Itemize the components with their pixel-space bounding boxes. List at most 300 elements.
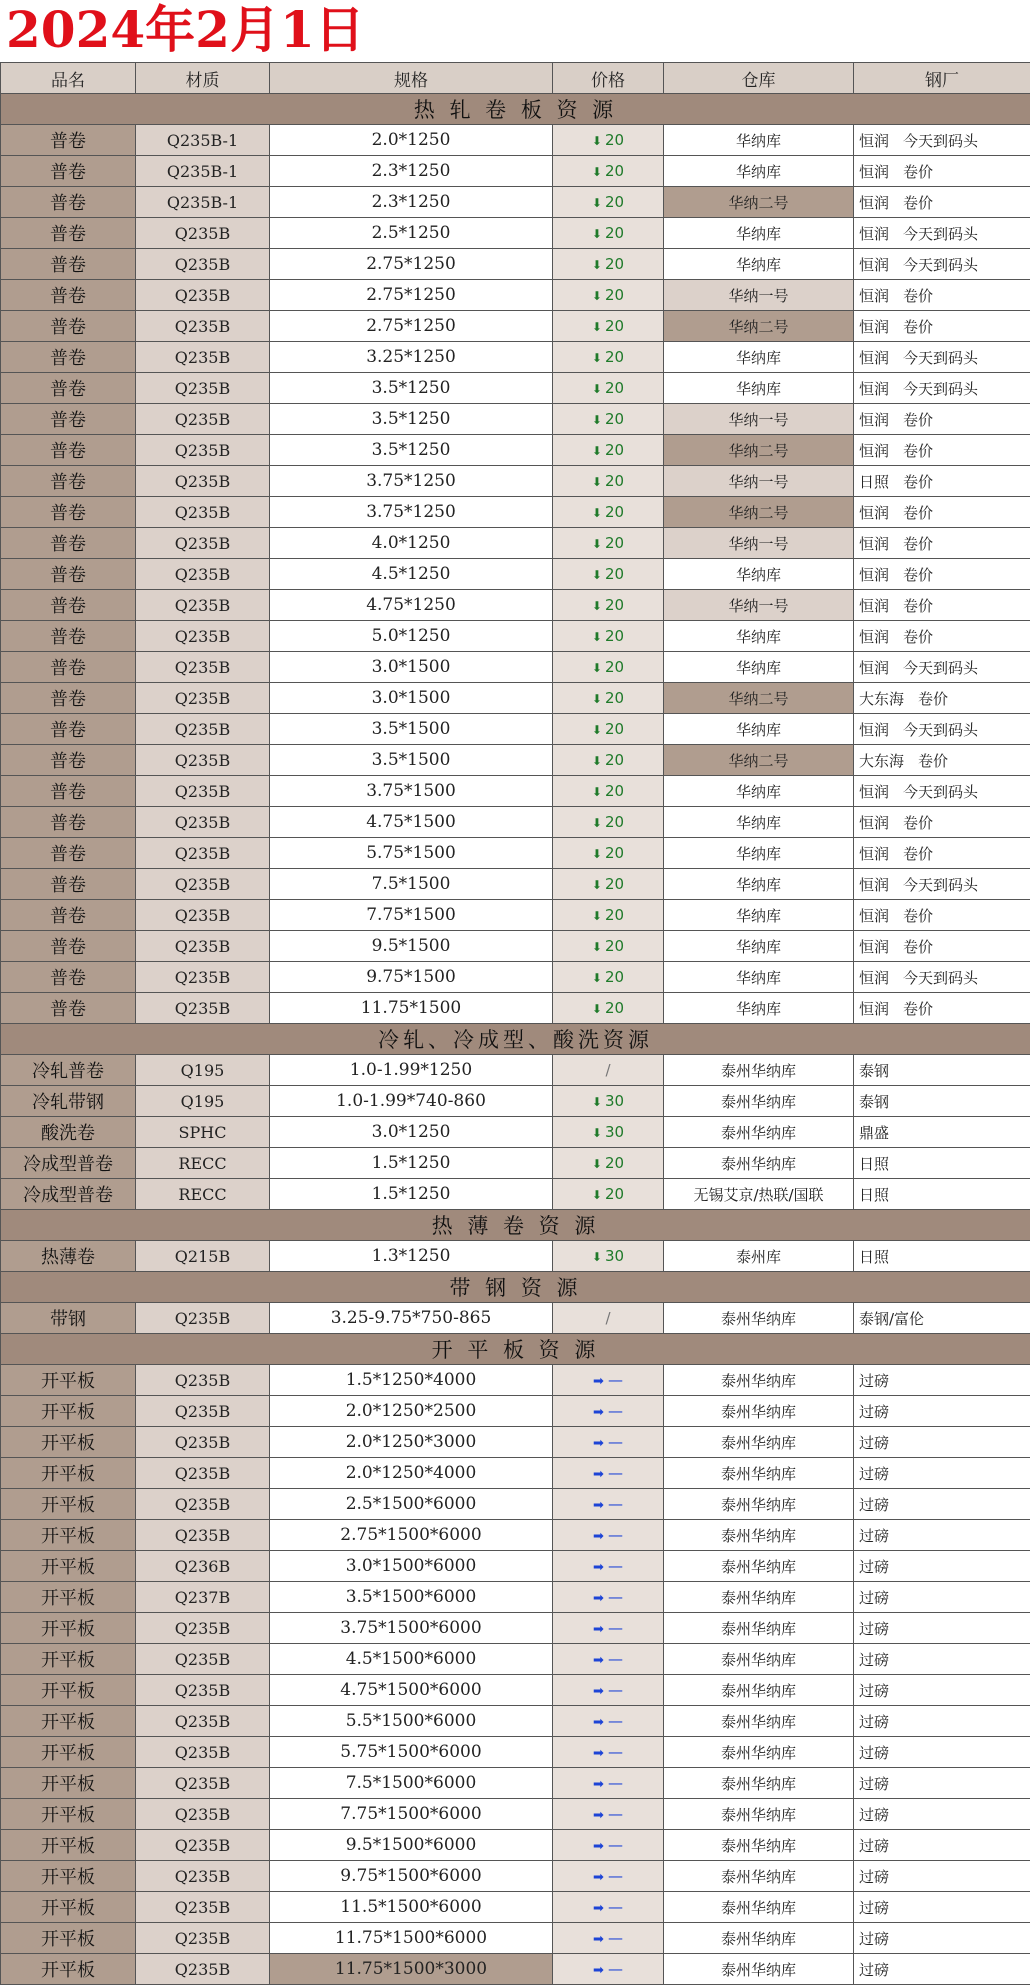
price-cell bbox=[553, 1768, 664, 1799]
mill-name: 泰钢 bbox=[859, 1061, 890, 1080]
arrow-down-icon: ⬇ bbox=[591, 940, 602, 954]
mill-note: 卷价 bbox=[903, 472, 934, 491]
spec-cell: 9.5*1500 bbox=[270, 931, 553, 962]
table-row bbox=[1, 404, 1030, 435]
header-mill: 钢厂 bbox=[854, 63, 1030, 94]
warehouse-cell: 华纳库 bbox=[664, 776, 854, 807]
price-value: 20 bbox=[604, 999, 625, 1017]
arrow-down-icon: ⬇ bbox=[591, 537, 602, 551]
product-name-cell: 开平板 bbox=[1, 1396, 136, 1427]
warehouse-cell: 华纳库 bbox=[664, 900, 854, 931]
table-row bbox=[1, 1489, 1030, 1520]
material-cell: Q235B bbox=[136, 466, 270, 497]
arrow-right-icon: ➡ bbox=[593, 1622, 604, 1637]
mill-name: 恒润 bbox=[859, 534, 890, 553]
material-cell: Q235B bbox=[136, 838, 270, 869]
product-name-cell: 开平板 bbox=[1, 1923, 136, 1954]
table-row bbox=[1, 1520, 1030, 1551]
product-name-cell: 普卷 bbox=[1, 125, 136, 156]
table-row bbox=[1, 528, 1030, 559]
spec-cell: 3.25*1250 bbox=[270, 342, 553, 373]
price-value: 20 bbox=[604, 131, 625, 149]
arrow-down-icon: ⬇ bbox=[591, 444, 602, 458]
table-row bbox=[1, 1303, 1030, 1334]
material-cell: Q235B bbox=[136, 1396, 270, 1427]
material-cell: Q235B bbox=[136, 807, 270, 838]
product-name-cell: 普卷 bbox=[1, 559, 136, 590]
spec-cell: 3.75*1500 bbox=[270, 776, 553, 807]
price-cell bbox=[553, 1365, 664, 1396]
spec-cell: 3.0*1500 bbox=[270, 683, 553, 714]
mill-note: 卷价 bbox=[903, 627, 934, 646]
mill-cell bbox=[854, 1055, 1030, 1086]
table-row bbox=[1, 1551, 1030, 1582]
price-cell bbox=[553, 156, 664, 187]
mill-name: 恒润 bbox=[859, 937, 890, 956]
material-cell: Q235B bbox=[136, 435, 270, 466]
mill-note: 卷价 bbox=[903, 813, 934, 832]
spec-cell: 1.5*1250 bbox=[270, 1179, 553, 1210]
table-row bbox=[1, 1179, 1030, 1210]
mill-cell bbox=[854, 1179, 1030, 1210]
price-value: 20 bbox=[604, 782, 625, 800]
spec-cell: 11.75*1500*3000 bbox=[270, 1954, 553, 1985]
spec-cell: 2.0*1250*4000 bbox=[270, 1458, 553, 1489]
warehouse-cell: 华纳库 bbox=[664, 249, 854, 280]
price-cell bbox=[553, 1861, 664, 1892]
table-row bbox=[1, 435, 1030, 466]
product-name-cell: 开平板 bbox=[1, 1582, 136, 1613]
warehouse-cell: 泰州华纳库 bbox=[664, 1613, 854, 1644]
table-row bbox=[1, 1458, 1030, 1489]
arrow-right-icon: ➡ bbox=[593, 1591, 604, 1606]
price-cell bbox=[553, 714, 664, 745]
arrow-down-icon: ⬇ bbox=[591, 196, 602, 210]
mill-cell bbox=[854, 1830, 1030, 1861]
material-cell: Q235B bbox=[136, 1675, 270, 1706]
spec-cell: 5.75*1500*6000 bbox=[270, 1737, 553, 1768]
table-row bbox=[1, 497, 1030, 528]
mill-name: 过磅 bbox=[859, 1805, 890, 1824]
arrow-right-icon: ➡ bbox=[593, 1839, 604, 1854]
mill-cell bbox=[854, 1644, 1030, 1675]
mill-cell bbox=[854, 621, 1030, 652]
product-name-cell: 开平板 bbox=[1, 1706, 136, 1737]
spec-cell: 2.0*1250*2500 bbox=[270, 1396, 553, 1427]
price-value: — bbox=[607, 1464, 623, 1482]
warehouse-cell: 泰州华纳库 bbox=[664, 1706, 854, 1737]
material-cell: Q195 bbox=[136, 1055, 270, 1086]
mill-note: 卷价 bbox=[903, 844, 934, 863]
price-cell bbox=[553, 435, 664, 466]
product-name-cell: 酸洗卷 bbox=[1, 1117, 136, 1148]
arrow-right-icon: ➡ bbox=[593, 1808, 604, 1823]
spec-cell: 3.75*1500*6000 bbox=[270, 1613, 553, 1644]
price-cell bbox=[553, 1427, 664, 1458]
table-row bbox=[1, 1117, 1030, 1148]
material-cell: Q235B bbox=[136, 1613, 270, 1644]
mill-note: 今天到码头 bbox=[903, 348, 979, 367]
mill-cell bbox=[854, 1675, 1030, 1706]
material-cell: RECC bbox=[136, 1179, 270, 1210]
material-cell: Q235B bbox=[136, 900, 270, 931]
table-row bbox=[1, 1923, 1030, 1954]
price-cell bbox=[553, 993, 664, 1024]
warehouse-cell: 华纳库 bbox=[664, 714, 854, 745]
product-name-cell: 开平板 bbox=[1, 1644, 136, 1675]
spec-cell: 9.75*1500 bbox=[270, 962, 553, 993]
price-value: 20 bbox=[604, 317, 625, 335]
price-cell bbox=[553, 1086, 664, 1117]
material-cell: Q235B bbox=[136, 497, 270, 528]
arrow-right-icon: ➡ bbox=[593, 1653, 604, 1668]
mill-name: 恒润 bbox=[859, 596, 890, 615]
mill-cell bbox=[854, 1148, 1030, 1179]
mill-cell bbox=[854, 993, 1030, 1024]
spec-cell: 2.75*1250 bbox=[270, 249, 553, 280]
product-name-cell: 开平板 bbox=[1, 1613, 136, 1644]
arrow-right-icon: ➡ bbox=[593, 1529, 604, 1544]
mill-cell bbox=[854, 1303, 1030, 1334]
product-name-cell: 开平板 bbox=[1, 1458, 136, 1489]
price-cell bbox=[553, 404, 664, 435]
product-name-cell: 冷轧普卷 bbox=[1, 1055, 136, 1086]
price-value: 20 bbox=[604, 224, 625, 242]
warehouse-cell: 无锡艾京/热联/国联 bbox=[664, 1179, 854, 1210]
section-header-row bbox=[1, 1334, 1030, 1365]
mill-note: 卷价 bbox=[903, 286, 934, 305]
arrow-down-icon: ⬇ bbox=[591, 1157, 602, 1171]
material-cell: Q235B bbox=[136, 1737, 270, 1768]
price-value: 20 bbox=[604, 193, 625, 211]
price-cell bbox=[553, 1055, 664, 1086]
mill-note: 卷价 bbox=[903, 162, 934, 181]
material-cell: Q235B bbox=[136, 249, 270, 280]
material-cell: Q235B bbox=[136, 683, 270, 714]
spec-cell: 3.5*1500 bbox=[270, 745, 553, 776]
table-row bbox=[1, 776, 1030, 807]
table-row bbox=[1, 1768, 1030, 1799]
product-name-cell: 普卷 bbox=[1, 404, 136, 435]
mill-name: 日照 bbox=[859, 1154, 890, 1173]
arrow-down-icon: ⬇ bbox=[591, 1188, 602, 1202]
price-value: 20 bbox=[604, 968, 625, 986]
material-cell: Q235B-1 bbox=[136, 187, 270, 218]
price-cell bbox=[553, 776, 664, 807]
warehouse-cell: 华纳库 bbox=[664, 342, 854, 373]
mill-cell bbox=[854, 1613, 1030, 1644]
header-material: 材质 bbox=[136, 63, 270, 94]
material-cell: SPHC bbox=[136, 1117, 270, 1148]
price-cell bbox=[553, 1551, 664, 1582]
section-title: 带 钢 资 源 bbox=[1, 1272, 1030, 1303]
spec-cell: 3.5*1250 bbox=[270, 373, 553, 404]
mill-name: 过磅 bbox=[859, 1526, 890, 1545]
price-cell bbox=[553, 249, 664, 280]
warehouse-cell: 泰州华纳库 bbox=[664, 1582, 854, 1613]
mill-cell bbox=[854, 1458, 1030, 1489]
mill-name: 恒润 bbox=[859, 317, 890, 336]
material-cell: Q235B bbox=[136, 1365, 270, 1396]
mill-cell bbox=[854, 559, 1030, 590]
mill-cell bbox=[854, 869, 1030, 900]
section-header-row bbox=[1, 94, 1030, 125]
mill-name: 恒润 bbox=[859, 441, 890, 460]
product-name-cell: 普卷 bbox=[1, 931, 136, 962]
table-row bbox=[1, 652, 1030, 683]
mill-cell bbox=[854, 1923, 1030, 1954]
spec-cell: 11.5*1500*6000 bbox=[270, 1892, 553, 1923]
product-name-cell: 普卷 bbox=[1, 466, 136, 497]
mill-note: 卷价 bbox=[903, 534, 934, 553]
product-name-cell: 开平板 bbox=[1, 1737, 136, 1768]
price-cell bbox=[553, 931, 664, 962]
table-row bbox=[1, 559, 1030, 590]
price-cell bbox=[553, 373, 664, 404]
spec-cell: 7.5*1500 bbox=[270, 869, 553, 900]
material-cell: Q235B bbox=[136, 1489, 270, 1520]
price-value: 20 bbox=[604, 410, 625, 428]
table-row bbox=[1, 1706, 1030, 1737]
warehouse-cell: 华纳一号 bbox=[664, 466, 854, 497]
warehouse-cell: 华纳一号 bbox=[664, 280, 854, 311]
material-cell: Q235B bbox=[136, 404, 270, 435]
mill-name: 恒润 bbox=[859, 565, 890, 584]
mill-cell bbox=[854, 1396, 1030, 1427]
arrow-right-icon: ➡ bbox=[593, 1870, 604, 1885]
price-value: 20 bbox=[604, 1154, 625, 1172]
mill-name: 过磅 bbox=[859, 1774, 890, 1793]
material-cell: Q235B bbox=[136, 993, 270, 1024]
warehouse-cell: 华纳库 bbox=[664, 652, 854, 683]
price-value: — bbox=[607, 1619, 623, 1637]
product-name-cell: 开平板 bbox=[1, 1551, 136, 1582]
table-row bbox=[1, 280, 1030, 311]
mill-cell bbox=[854, 1799, 1030, 1830]
price-cell bbox=[553, 1520, 664, 1551]
arrow-down-icon: ⬇ bbox=[591, 1002, 602, 1016]
material-cell: Q195 bbox=[136, 1086, 270, 1117]
mill-note: 卷价 bbox=[918, 689, 949, 708]
mill-note: 卷价 bbox=[903, 410, 934, 429]
price-value: — bbox=[607, 1836, 623, 1854]
warehouse-cell: 华纳库 bbox=[664, 838, 854, 869]
spec-cell: 4.5*1250 bbox=[270, 559, 553, 590]
spec-cell: 3.75*1250 bbox=[270, 497, 553, 528]
warehouse-cell: 华纳库 bbox=[664, 125, 854, 156]
mill-name: 过磅 bbox=[859, 1836, 890, 1855]
warehouse-cell: 泰州华纳库 bbox=[664, 1303, 854, 1334]
price-value: 20 bbox=[604, 813, 625, 831]
arrow-right-icon: ➡ bbox=[593, 1932, 604, 1947]
mill-cell bbox=[854, 125, 1030, 156]
price-cell bbox=[553, 1582, 664, 1613]
price-value: 20 bbox=[604, 441, 625, 459]
spec-cell: 9.5*1500*6000 bbox=[270, 1830, 553, 1861]
mill-cell bbox=[854, 249, 1030, 280]
mill-name: 过磅 bbox=[859, 1929, 890, 1948]
product-name-cell: 普卷 bbox=[1, 497, 136, 528]
product-name-cell: 冷成型普卷 bbox=[1, 1179, 136, 1210]
spec-cell: 4.5*1500*6000 bbox=[270, 1644, 553, 1675]
material-cell: Q235B bbox=[136, 559, 270, 590]
product-name-cell: 普卷 bbox=[1, 900, 136, 931]
spec-cell: 9.75*1500*6000 bbox=[270, 1861, 553, 1892]
product-name-cell: 开平板 bbox=[1, 1954, 136, 1985]
spec-cell: 5.5*1500*6000 bbox=[270, 1706, 553, 1737]
spec-cell: 11.75*1500 bbox=[270, 993, 553, 1024]
mill-cell bbox=[854, 1427, 1030, 1458]
mill-cell bbox=[854, 187, 1030, 218]
table-row bbox=[1, 1613, 1030, 1644]
mill-name: 鼎盛 bbox=[859, 1123, 890, 1142]
product-name-cell: 普卷 bbox=[1, 218, 136, 249]
table-row bbox=[1, 1644, 1030, 1675]
product-name-cell: 普卷 bbox=[1, 652, 136, 683]
spec-cell: 2.3*1250 bbox=[270, 156, 553, 187]
material-cell: Q235B-1 bbox=[136, 125, 270, 156]
warehouse-cell: 华纳库 bbox=[664, 373, 854, 404]
price-cell bbox=[553, 1613, 664, 1644]
arrow-down-icon: ⬇ bbox=[591, 847, 602, 861]
material-cell: Q235B bbox=[136, 776, 270, 807]
material-cell: Q235B bbox=[136, 1799, 270, 1830]
spec-cell: 7.75*1500 bbox=[270, 900, 553, 931]
price-cell bbox=[553, 1892, 664, 1923]
price-value: 20 bbox=[604, 658, 625, 676]
arrow-right-icon: ➡ bbox=[593, 1901, 604, 1916]
product-name-cell: 开平板 bbox=[1, 1892, 136, 1923]
warehouse-cell: 泰州华纳库 bbox=[664, 1086, 854, 1117]
price-cell bbox=[553, 280, 664, 311]
mill-name: 泰钢 bbox=[859, 1092, 890, 1111]
mill-cell bbox=[854, 218, 1030, 249]
table-row bbox=[1, 1675, 1030, 1706]
material-cell: RECC bbox=[136, 1148, 270, 1179]
mill-cell bbox=[854, 404, 1030, 435]
mill-cell bbox=[854, 838, 1030, 869]
spec-cell: 2.75*1500*6000 bbox=[270, 1520, 553, 1551]
price-cell bbox=[553, 559, 664, 590]
material-cell: Q235B bbox=[136, 1520, 270, 1551]
material-cell: Q235B-1 bbox=[136, 156, 270, 187]
mill-name: 恒润 bbox=[859, 999, 890, 1018]
mill-cell bbox=[854, 652, 1030, 683]
table-row bbox=[1, 466, 1030, 497]
mill-name: 过磅 bbox=[859, 1588, 890, 1607]
material-cell: Q235B bbox=[136, 1303, 270, 1334]
spec-cell: 1.0-1.99*740-860 bbox=[270, 1086, 553, 1117]
warehouse-cell: 华纳二号 bbox=[664, 497, 854, 528]
product-name-cell: 普卷 bbox=[1, 280, 136, 311]
mill-note: 卷价 bbox=[903, 441, 934, 460]
table-row bbox=[1, 373, 1030, 404]
arrow-down-icon: ⬇ bbox=[591, 630, 602, 644]
price-value: 20 bbox=[604, 689, 625, 707]
price-value: 30 bbox=[604, 1247, 625, 1265]
arrow-down-icon: ⬇ bbox=[591, 1126, 602, 1140]
table-row bbox=[1, 869, 1030, 900]
warehouse-cell: 泰州华纳库 bbox=[664, 1396, 854, 1427]
arrow-down-icon: ⬇ bbox=[591, 661, 602, 675]
price-cell bbox=[553, 1954, 664, 1985]
price-cell bbox=[553, 218, 664, 249]
arrow-right-icon: ➡ bbox=[593, 1684, 604, 1699]
mill-name: 恒润 bbox=[859, 658, 890, 677]
arrow-down-icon: ⬇ bbox=[591, 1095, 602, 1109]
mill-name: 恒润 bbox=[859, 255, 890, 274]
product-name-cell: 开平板 bbox=[1, 1830, 136, 1861]
mill-cell bbox=[854, 931, 1030, 962]
mill-cell bbox=[854, 1582, 1030, 1613]
price-cell bbox=[553, 1799, 664, 1830]
mill-name: 过磅 bbox=[859, 1433, 890, 1452]
arrow-right-icon: ➡ bbox=[593, 1715, 604, 1730]
product-name-cell: 普卷 bbox=[1, 621, 136, 652]
table-row bbox=[1, 187, 1030, 218]
price-value: 20 bbox=[604, 255, 625, 273]
table-row bbox=[1, 1892, 1030, 1923]
arrow-down-icon: ⬇ bbox=[591, 351, 602, 365]
mill-name: 恒润 bbox=[859, 193, 890, 212]
price-cell bbox=[553, 1737, 664, 1768]
arrow-right-icon: ➡ bbox=[593, 1405, 604, 1420]
price-cell bbox=[553, 683, 664, 714]
spec-cell: 2.0*1250 bbox=[270, 125, 553, 156]
table-row bbox=[1, 900, 1030, 931]
product-name-cell: 普卷 bbox=[1, 869, 136, 900]
product-name-cell: 普卷 bbox=[1, 590, 136, 621]
price-value: — bbox=[607, 1526, 623, 1544]
mill-note: 卷价 bbox=[903, 503, 934, 522]
material-cell: Q237B bbox=[136, 1582, 270, 1613]
product-name-cell: 普卷 bbox=[1, 156, 136, 187]
product-name-cell: 普卷 bbox=[1, 528, 136, 559]
product-name-cell: 热薄卷 bbox=[1, 1241, 136, 1272]
price-value: 30 bbox=[604, 1123, 625, 1141]
price-cell bbox=[553, 1489, 664, 1520]
mill-note: 今天到码头 bbox=[903, 658, 979, 677]
price-value: — bbox=[607, 1774, 623, 1792]
arrow-down-icon: ⬇ bbox=[591, 320, 602, 334]
mill-cell bbox=[854, 1861, 1030, 1892]
mill-name: 日照 bbox=[859, 1247, 890, 1266]
price-value: — bbox=[607, 1743, 623, 1761]
table-row bbox=[1, 342, 1030, 373]
arrow-down-icon: ⬇ bbox=[591, 227, 602, 241]
mill-cell bbox=[854, 1768, 1030, 1799]
price-cell bbox=[553, 466, 664, 497]
header-row bbox=[1, 63, 1030, 94]
price-value: — bbox=[607, 1495, 623, 1513]
table-row bbox=[1, 1954, 1030, 1985]
price-cell bbox=[553, 652, 664, 683]
price-cell bbox=[553, 590, 664, 621]
mill-note: 今天到码头 bbox=[903, 782, 979, 801]
mill-name: 恒润 bbox=[859, 627, 890, 646]
product-name-cell: 普卷 bbox=[1, 342, 136, 373]
arrow-down-icon: ⬇ bbox=[591, 165, 602, 179]
price-cell bbox=[553, 1458, 664, 1489]
product-name-cell: 普卷 bbox=[1, 993, 136, 1024]
warehouse-cell: 泰州华纳库 bbox=[664, 1117, 854, 1148]
spec-cell: 2.3*1250 bbox=[270, 187, 553, 218]
arrow-down-icon: ⬇ bbox=[591, 599, 602, 613]
material-cell: Q235B bbox=[136, 621, 270, 652]
price-cell bbox=[553, 1117, 664, 1148]
price-value: — bbox=[607, 1898, 623, 1916]
section-title: 开 平 板 资 源 bbox=[1, 1334, 1030, 1365]
